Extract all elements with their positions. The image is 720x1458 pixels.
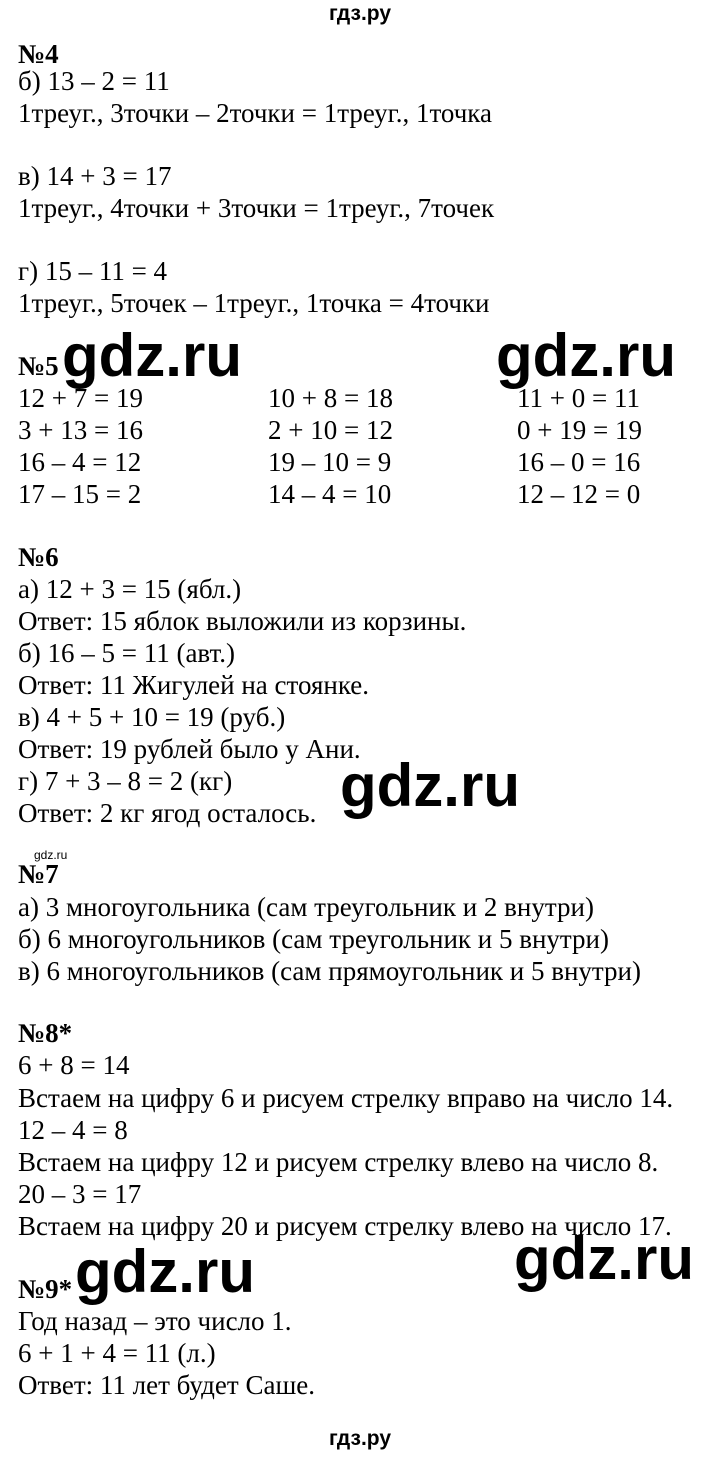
equation: 10 + 8 = 18 (268, 383, 393, 413)
equation: 11 + 0 = 11 (517, 383, 640, 413)
equation: 12 + 7 = 19 (18, 383, 143, 413)
site-footer: гдз.ру (328, 1427, 392, 1450)
equation: 19 – 10 = 9 (268, 447, 392, 477)
watermark: gdz.ru (62, 322, 242, 389)
task-9-line: 6 + 1 + 4 = 11 (л.) (18, 1338, 216, 1368)
task-7-line: в) 6 многоугольников (сам прямоугольник и 5 внутри) (18, 956, 641, 986)
equation: 16 – 0 = 16 (517, 447, 641, 477)
equation: 12 – 12 = 0 (517, 479, 641, 509)
task-7-line: а) 3 многоугольника (сам треугольник и 2 внутри) (18, 892, 594, 922)
watermark: gdz.ru (340, 752, 520, 819)
task-4-title: №4 (18, 39, 59, 69)
task-4-line: в) 14 + 3 = 17 (18, 161, 172, 191)
task-6-line: б) 16 – 5 = 11 (авт.) (18, 638, 236, 668)
task-5-title: №5 (18, 351, 59, 381)
task-6-line: г) 7 + 3 – 8 = 2 (кг) (18, 766, 233, 796)
task-8-line: 6 + 8 = 14 (18, 1050, 130, 1080)
task-8-line: 20 – 3 = 17 (18, 1179, 142, 1209)
task-8-line: 12 – 4 = 8 (18, 1115, 128, 1145)
watermark: gdz.ru (514, 1225, 694, 1292)
task-6-line: Ответ: 19 рублей было у Ани. (18, 734, 361, 764)
watermark: gdz.ru (496, 322, 676, 389)
task-4-line: г) 15 – 11 = 4 (18, 256, 168, 286)
small-watermark: gdz.ru (34, 848, 68, 862)
task-4-line: 1треуг., 3точки – 2точки = 1треуг., 1точка (18, 98, 492, 128)
task-8-line: Встаем на цифру 12 и рисуем стрелку влево на число 8. (18, 1147, 659, 1177)
task-6-line: Ответ: 15 яблок выложили из корзины. (18, 606, 467, 636)
task-6-line: а) 12 + 3 = 15 (ябл.) (18, 574, 242, 604)
equation: 16 – 4 = 12 (18, 447, 142, 477)
watermark: gdz.ru (75, 1238, 255, 1305)
equation: 14 – 4 = 10 (268, 479, 392, 509)
task-6-line: Ответ: 2 кг ягод осталось. (18, 798, 317, 828)
equation: 17 – 15 = 2 (18, 479, 142, 509)
task-4-line: 1треуг., 5точек – 1треуг., 1точка = 4точки (18, 288, 490, 318)
task-9-line: Ответ: 11 лет будет Саше. (18, 1370, 315, 1400)
task-9-title: №9* (18, 1274, 73, 1304)
task-4-line: б) 13 – 2 = 11 (18, 66, 170, 96)
task-8-line: Встаем на цифру 20 и рисуем стрелку влево на число 17. (18, 1211, 672, 1241)
task-6-title: №6 (18, 542, 59, 572)
task-6-line: в) 4 + 5 + 10 = 19 (руб.) (18, 702, 286, 732)
task-7-title: №7 (18, 859, 59, 889)
site-header: гдз.ру (328, 2, 392, 25)
equation: 3 + 13 = 16 (18, 415, 143, 445)
task-9-line: Год назад – это число 1. (18, 1306, 292, 1336)
task-4-line: 1треуг., 4точки + 3точки = 1треуг., 7точек (18, 193, 495, 223)
task-8-title: №8* (18, 1018, 73, 1048)
equation: 0 + 19 = 19 (517, 415, 642, 445)
task-7-line: б) 6 многоугольников (сам треугольник и 5 внутри) (18, 924, 609, 954)
task-8-line: Встаем на цифру 6 и рисуем стрелку вправо на число 14. (18, 1083, 674, 1113)
task-6-line: Ответ: 11 Жигулей на стоянке. (18, 670, 369, 700)
equation: 2 + 10 = 12 (268, 415, 393, 445)
